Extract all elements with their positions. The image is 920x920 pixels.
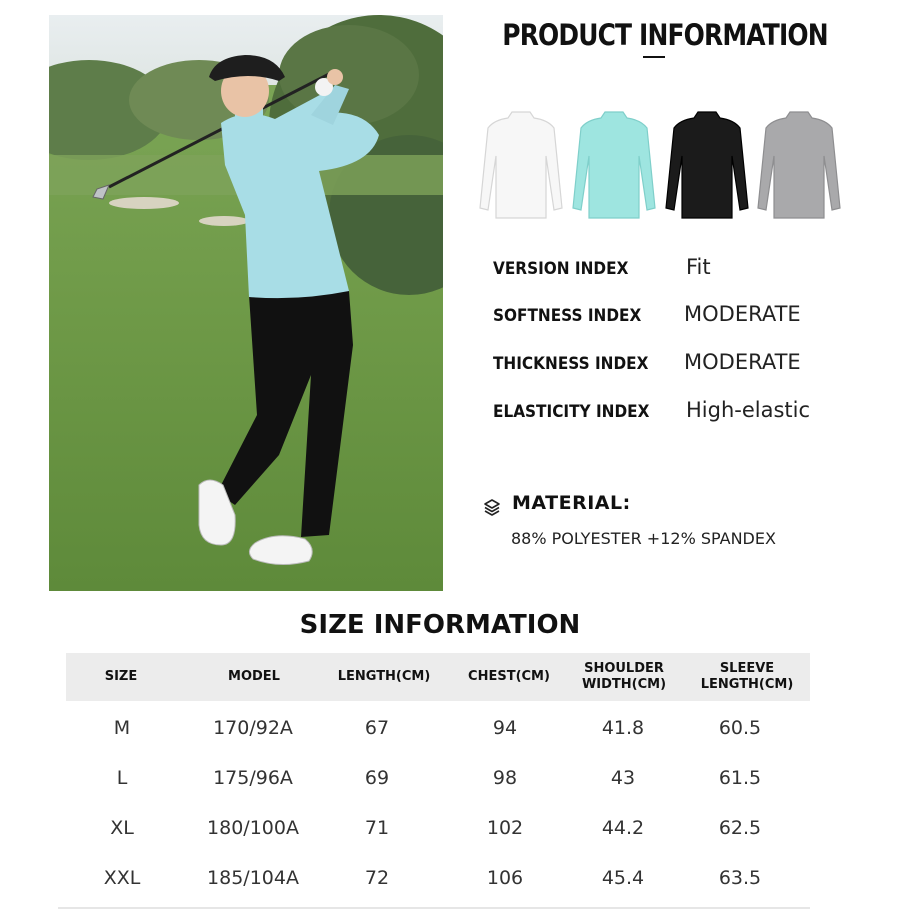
size-table-header xyxy=(66,653,810,701)
table-row xyxy=(66,803,810,853)
index-value: Fit xyxy=(686,255,711,279)
layers-icon xyxy=(483,498,501,516)
title-underline xyxy=(643,56,665,58)
size-cell: M xyxy=(113,717,131,739)
chest-cell: 102 xyxy=(486,817,524,839)
column-header-sleeve-length: SLEEVE LENGTH(CM) xyxy=(700,661,794,692)
size-cell: XL xyxy=(110,817,134,839)
model-cell: 180/100A xyxy=(207,817,299,839)
table-bottom-divider xyxy=(58,907,810,909)
length-cell: 67 xyxy=(364,717,390,739)
index-value: MODERATE xyxy=(684,302,801,326)
product-photo-golfer xyxy=(49,15,443,591)
column-header-length: LENGTH(CM) xyxy=(337,669,431,684)
sleeve-cell: 63.5 xyxy=(718,867,762,889)
shirt-color-white xyxy=(476,110,566,220)
column-header-model: MODEL xyxy=(228,669,280,684)
length-cell: 72 xyxy=(364,867,390,889)
material-composition: 88% POLYESTER +12% SPANDEX xyxy=(511,529,776,548)
sleeve-cell: 60.5 xyxy=(718,717,762,739)
table-row xyxy=(66,853,810,903)
index-value: MODERATE xyxy=(684,350,801,374)
index-label: THICKNESS INDEX xyxy=(493,354,649,374)
product-information-title: PRODUCT INFORMATION xyxy=(502,18,828,52)
shoulder-cell: 43 xyxy=(610,767,636,789)
length-cell: 71 xyxy=(364,817,390,839)
table-row xyxy=(66,703,810,753)
index-label: SOFTNESS INDEX xyxy=(493,306,642,326)
model-cell: 185/104A xyxy=(207,867,299,889)
shoulder-cell: 45.4 xyxy=(601,867,645,889)
shoulder-cell: 44.2 xyxy=(601,817,645,839)
size-cell: L xyxy=(116,767,128,789)
chest-cell: 94 xyxy=(492,717,518,739)
column-header-chest: CHEST(CM) xyxy=(468,669,550,684)
chest-cell: 98 xyxy=(492,767,518,789)
material-title: MATERIAL: xyxy=(512,492,631,514)
length-cell: 69 xyxy=(364,767,390,789)
column-header-size: SIZE xyxy=(104,669,138,684)
sleeve-cell: 61.5 xyxy=(718,767,762,789)
table-row xyxy=(66,753,810,803)
size-information-title: SIZE INFORMATION xyxy=(299,610,581,640)
sleeve-cell: 62.5 xyxy=(718,817,762,839)
index-label: VERSION INDEX xyxy=(493,259,629,279)
shirt-shape xyxy=(480,112,562,218)
column-header-shoulder-width: SHOULDER WIDTH(CM) xyxy=(581,661,667,692)
index-value: High-elastic xyxy=(686,398,811,422)
chest-cell: 106 xyxy=(486,867,524,889)
index-label: ELASTICITY INDEX xyxy=(493,402,650,422)
model-cell: 175/96A xyxy=(213,767,293,789)
shoulder-cell: 41.8 xyxy=(601,717,645,739)
model-cell: 170/92A xyxy=(213,717,293,739)
shirt-color-mint xyxy=(569,110,659,220)
size-cell: XXL xyxy=(103,867,141,889)
shirt-color-grey xyxy=(754,110,844,220)
shirt-color-black xyxy=(662,110,752,220)
